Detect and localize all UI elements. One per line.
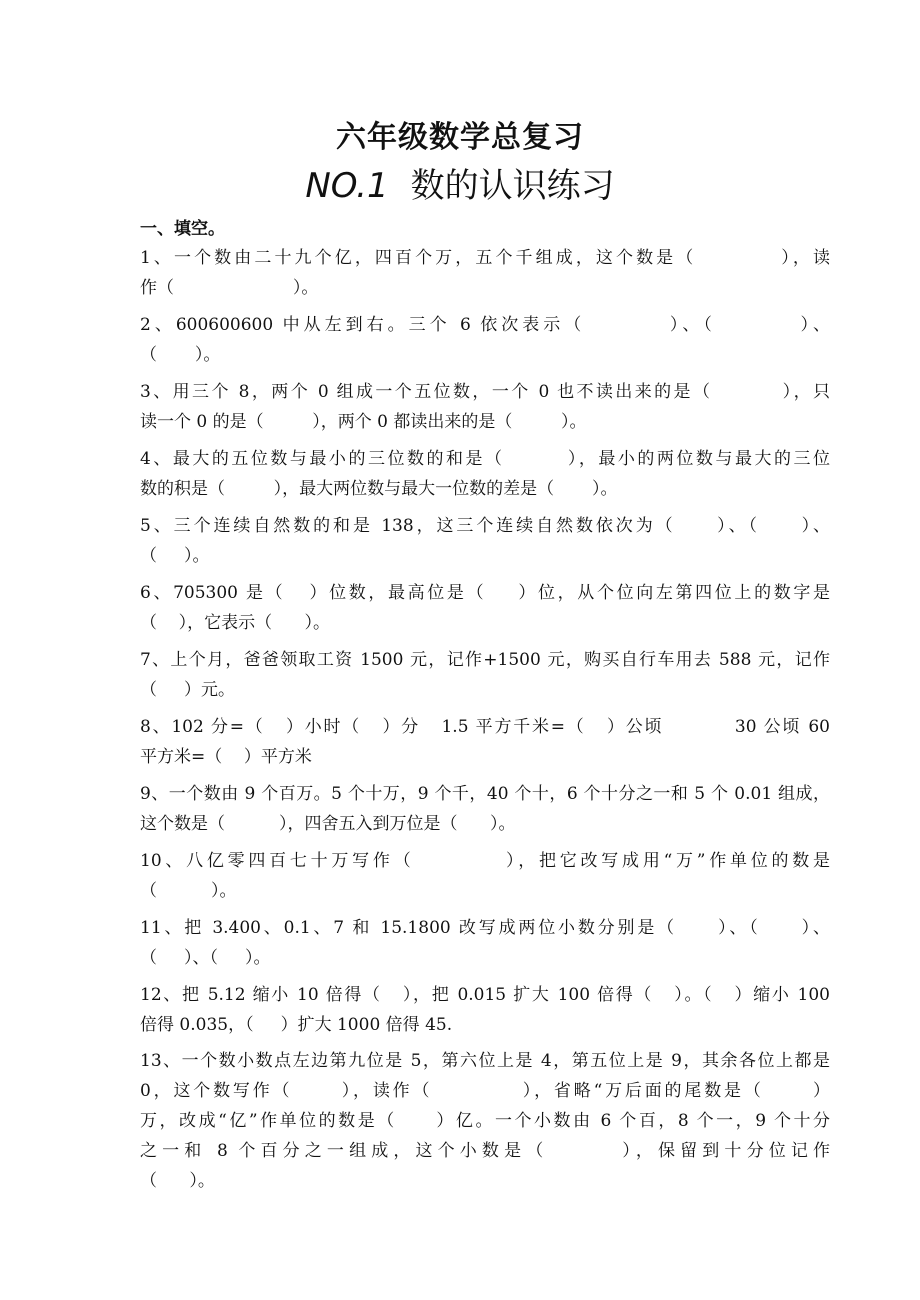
- question-item: [140, 1046, 830, 1196]
- subtitle-text: 数的认识练习: [410, 166, 615, 206]
- question-line: 13、一个数小数点左边第九位是 5，第六位上是 4，第五位上是 9，其余各位上都是: [140, 1051, 830, 1071]
- question-line: 万，改成“亿”作单位的数是（ ）亿。一个小数由 6 个百，8 个一，9 个十分: [140, 1111, 830, 1131]
- subtitle-number: NO.1: [305, 166, 389, 206]
- question-line: 作（ ）。: [140, 278, 319, 298]
- question-line: 平方米=（ ）平方米: [140, 747, 312, 767]
- question-line: 这个数是（ ），四舍五入到万位是（ ）。: [140, 814, 516, 834]
- question-item: [140, 980, 830, 1040]
- question-line: 11、把 3.400、0.1、7 和 15.1800 改写成两位小数分别是（ ）、（ ）、: [140, 918, 830, 938]
- question-line: 3、用三个 8，两个 0 组成一个五位数，一个 0 也不读出来的是（ ），只: [140, 382, 830, 402]
- question-line: （ ）。: [140, 546, 210, 566]
- page-subtitle: [0, 158, 920, 207]
- question-line: 5、三个连续自然数的和是 138，这三个连续自然数依次为（ ）、（ ）、: [140, 516, 830, 536]
- question-line: （ ）。: [140, 881, 237, 901]
- question-line: 0，这个数写作（ ），读作（ ），省略“万后面的尾数是（ ）: [140, 1081, 830, 1101]
- question-item: [140, 712, 830, 772]
- question-line: 12、把 5.12 缩小 10 倍得（ ），把 0.015 扩大 100 倍得（ ）。（ ）缩小 100: [140, 985, 830, 1005]
- question-item: [140, 578, 830, 638]
- question-line: 10、八亿零四百七十万写作（ ），把它改写成用“万”作单位的数是: [140, 851, 830, 871]
- question-line: 倍得 0.035，（ ）扩大 1000 倍得 45.: [140, 1015, 453, 1035]
- page-title: 六年级数学总复习: [336, 120, 584, 155]
- question-item: [140, 243, 830, 303]
- question-line: 1、一个数由二十九个亿，四百个万，五个千组成，这个数是（ ），读: [140, 248, 830, 268]
- question-line: 数的积是（ ），最大两位数与最大一位数的差是（ ）。: [140, 479, 618, 499]
- question-item: [140, 846, 830, 906]
- question-line: 8、102 分=（ ）小时（ ）分 1.5 平方千米=（ ）公顷 30 公顷 60: [140, 717, 830, 737]
- question-item: [140, 511, 830, 571]
- question-line: （ ）、（ ）。: [140, 948, 271, 968]
- question-item: [140, 779, 830, 839]
- question-line: （ ）。: [140, 1171, 215, 1191]
- question-line: （ ），它表示（ ）。: [140, 613, 331, 633]
- question-item: [140, 444, 830, 504]
- question-item: [140, 377, 830, 437]
- question-line: 读一个 0 的是（ ），两个 0 都读出来的是（ ）。: [140, 412, 587, 432]
- section-heading: 一、填空。: [140, 219, 225, 239]
- question-item: [140, 645, 830, 705]
- question-line: 2、600600600 中从左到右。三个 6 依次表示（ ）、（ ）、: [140, 315, 830, 335]
- question-line: 4、最大的五位数与最小的三位数的和是（ ），最小的两位数与最大的三位: [140, 449, 830, 469]
- question-line: 7、上个月，爸爸领取工资 1500 元，记作+1500 元，购买自行车用去 588 元，记作: [140, 650, 830, 670]
- question-line: （ ）。: [140, 345, 221, 365]
- question-line: 之一和 8 个百分之一组成，这个小数是（ ），保留到十分位记作: [140, 1141, 830, 1161]
- question-line: （ ）元。: [140, 680, 236, 700]
- question-line: 9、一个数由 9 个百万。5 个十万，9 个千，40 个十，6 个十分之一和 5 个 0.01 组成，: [140, 784, 830, 804]
- question-item: [140, 310, 830, 370]
- question-item: [140, 913, 830, 973]
- question-line: 6、705300 是（ ）位数，最高位是（ ）位，从个位向左第四位上的数字是: [140, 583, 830, 603]
